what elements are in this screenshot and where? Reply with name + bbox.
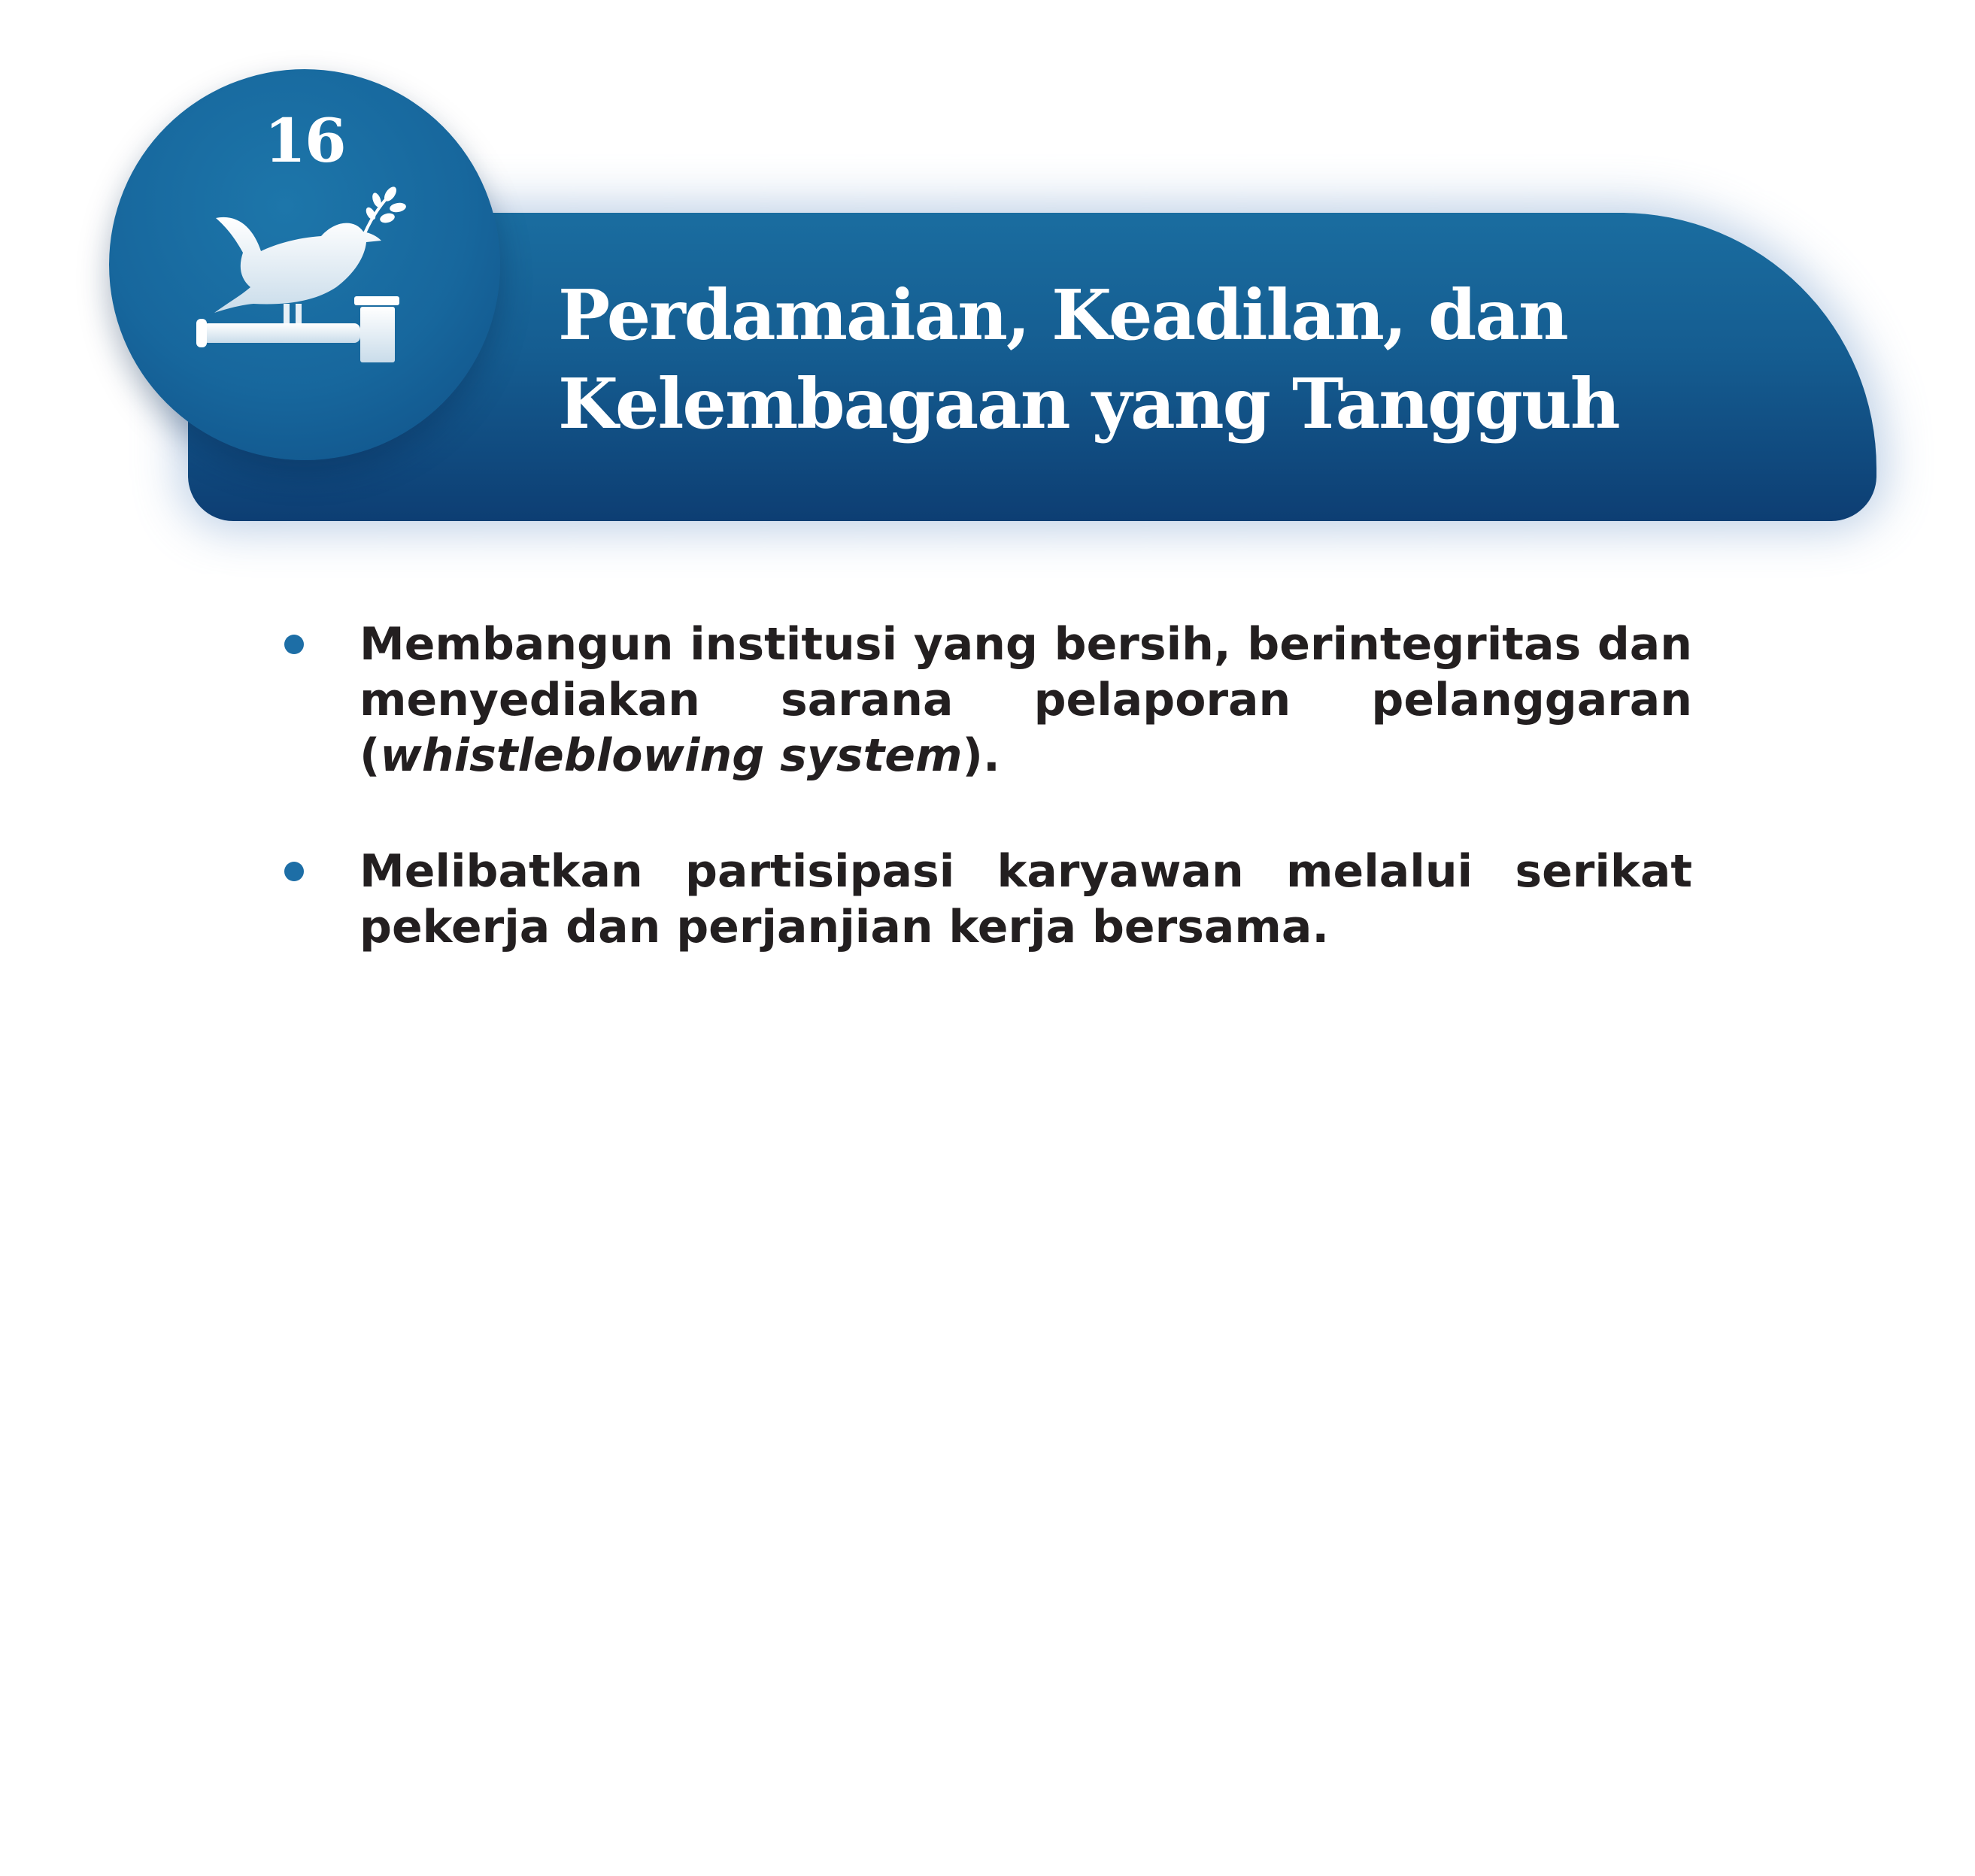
list-item — [278, 617, 1692, 783]
dove-gavel-icon — [193, 183, 419, 379]
bullet-dot — [284, 862, 304, 881]
bullet-italic-text: whistleblowing system — [380, 729, 963, 782]
bullet-text: Melibatkan partisipasi karyawan melalui serikat pekerja dan perjanjian kerja bersama. — [360, 845, 1692, 953]
bullet-dot — [284, 635, 304, 654]
page-title — [558, 271, 1619, 448]
bullet-text-tail: ). — [962, 729, 1000, 782]
title-line-1: Perdamaian, Keadilan, dan — [558, 274, 1567, 356]
bullet-list — [278, 617, 1692, 1015]
goal-number: 16 — [264, 105, 345, 176]
list-item — [278, 844, 1692, 955]
bullet-text: Membangun institusi yang bersih, berintegritas dan menyediakan sarana pelaporan pelanggaran ( — [360, 618, 1692, 782]
goal-badge — [109, 69, 500, 460]
title-line-2: Kelembagaan yang Tangguh — [558, 363, 1619, 444]
